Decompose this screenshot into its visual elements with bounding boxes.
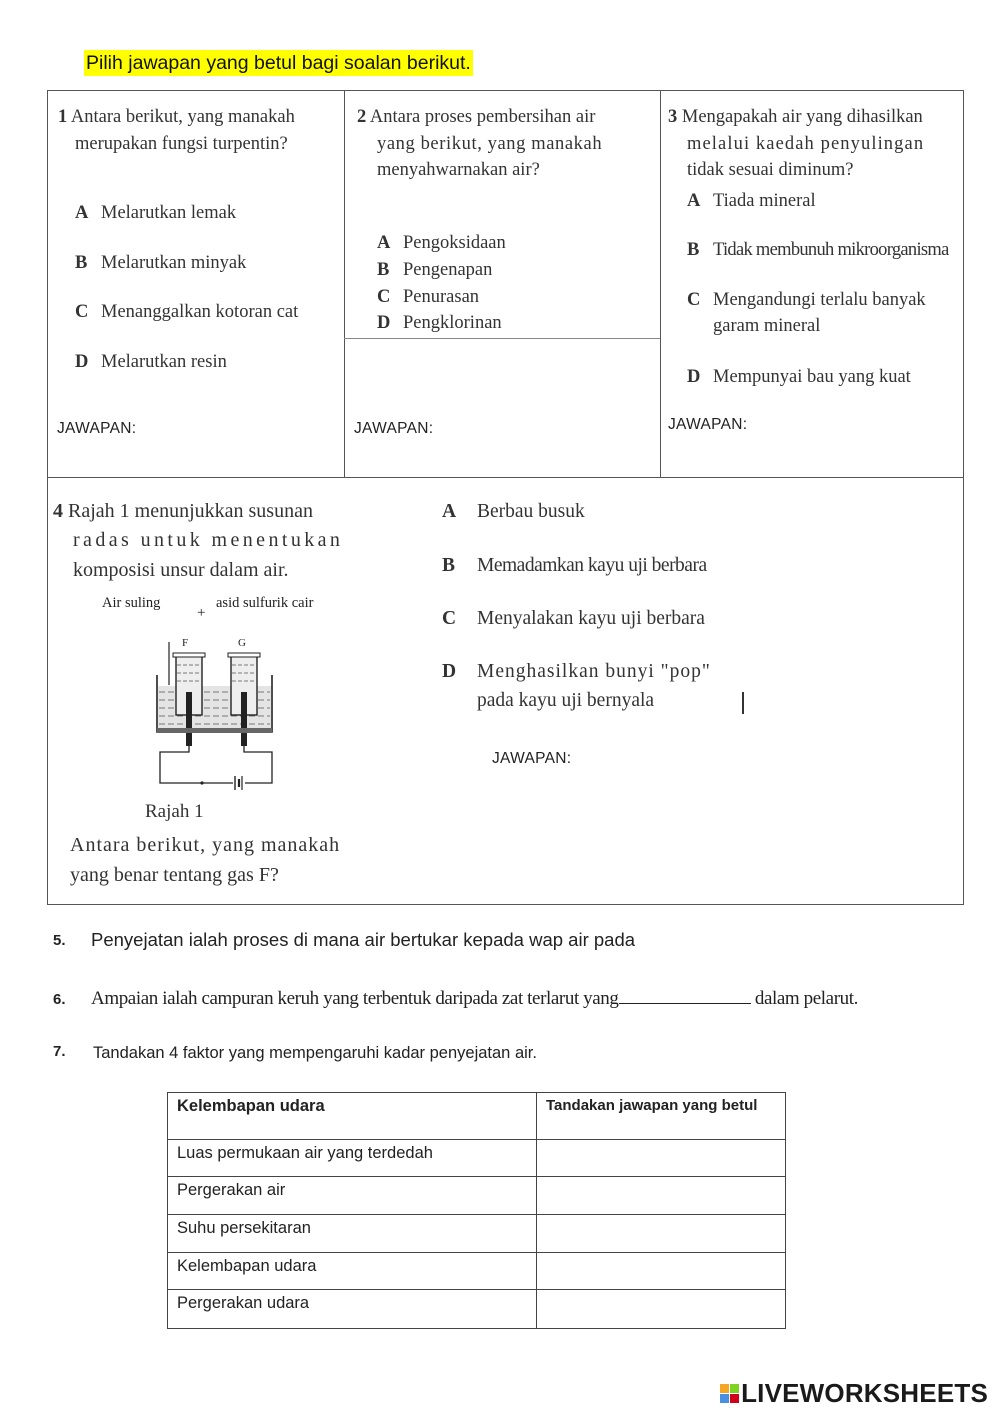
liveworksheets-logo bbox=[720, 1378, 988, 1409]
tick-cell[interactable] bbox=[537, 1290, 786, 1329]
q1-option-c[interactable]: C Menanggalkan kotoran cat bbox=[75, 302, 299, 322]
q1-answer-field[interactable]: JAWAPAN: bbox=[57, 420, 137, 437]
q2-stem-line1: 2 Antara proses pembersihan air bbox=[357, 107, 596, 127]
q2-inner-divider bbox=[344, 338, 660, 339]
diagram-label-water: Air suling bbox=[102, 595, 161, 611]
q2-option-d[interactable]: D Pengklorinan bbox=[377, 313, 502, 333]
tick-cell[interactable] bbox=[537, 1215, 786, 1253]
factor-label: Kelembapan udara bbox=[168, 1253, 537, 1290]
factors-table bbox=[167, 1092, 786, 1329]
circuit-wires bbox=[160, 746, 272, 783]
q6-blank-input[interactable] bbox=[619, 985, 751, 1004]
grid-border-right bbox=[963, 90, 964, 904]
q3-stem-line3: tidak sesuai diminum? bbox=[687, 160, 854, 180]
q6-text: Ampaian ialah campuran keruh yang terbentuk daripada zat terlarut yang dalam pelarut. bbox=[91, 985, 858, 1010]
q2-stem-line2: yang berikut, yang manakah bbox=[377, 134, 603, 154]
q1-stem-line1: 1 Antara berikut, yang manakah bbox=[58, 107, 295, 127]
q4-question-line2: yang benar tentang gas F? bbox=[70, 864, 279, 886]
q1-option-b[interactable]: B Melarutkan minyak bbox=[75, 253, 247, 273]
q2-option-c[interactable]: C Penurasan bbox=[377, 287, 480, 307]
table-header-row bbox=[168, 1093, 786, 1140]
grid-divider-middle bbox=[47, 477, 964, 478]
grid-divider-col1 bbox=[344, 90, 345, 477]
table-row bbox=[168, 1215, 786, 1253]
q3-option-a[interactable]: A Tiada mineral bbox=[687, 191, 816, 211]
q1-stem-line2: merupakan fungsi turpentin? bbox=[75, 134, 288, 154]
q1-option-d[interactable]: D Melarutkan resin bbox=[75, 352, 227, 372]
q4-stem-line3: komposisi unsur dalam air. bbox=[73, 559, 289, 581]
q1-option-a[interactable]: A Melarutkan lemak bbox=[75, 203, 237, 223]
table-row bbox=[168, 1290, 786, 1329]
liveworksheets-logo-icon bbox=[720, 1384, 739, 1403]
q2-option-b[interactable]: B Pengenapan bbox=[377, 260, 493, 280]
factor-label: Pergerakan udara bbox=[168, 1290, 537, 1329]
table-row bbox=[168, 1140, 786, 1177]
q3-option-c[interactable]: C Mengandungi terlalu banyak bbox=[687, 290, 926, 310]
diagram-label-acid: asid sulfurik cair bbox=[216, 595, 314, 611]
grid-border-left bbox=[47, 90, 48, 904]
q2-stem-line3: menyahwarnakan air? bbox=[377, 160, 540, 180]
electrode-f bbox=[186, 692, 192, 746]
table-header-tick: Tandakan jawapan yang betul bbox=[537, 1093, 786, 1140]
tick-cell[interactable] bbox=[537, 1177, 786, 1215]
q3-option-d[interactable]: D Mempunyai bau yang kuat bbox=[687, 367, 911, 387]
instruction-text: Pilih jawapan yang betul bagi soalan berikut. bbox=[86, 52, 471, 74]
q3-answer-field[interactable]: JAWAPAN: bbox=[668, 416, 748, 433]
q2-answer-field[interactable]: JAWAPAN: bbox=[354, 420, 434, 437]
q4-option-b[interactable]: B Memadamkan kayu uji berbara bbox=[442, 555, 707, 576]
factor-label: Suhu persekitaran bbox=[168, 1215, 537, 1253]
q3-stem-line2: melalui kaedah penyulingan bbox=[687, 134, 925, 154]
q7-text: Tandakan 4 faktor yang mempengaruhi kadar penyejatan air. bbox=[93, 1044, 537, 1062]
q3-stem-line1: 3 Mengapakah air yang dihasilkan bbox=[668, 107, 923, 127]
q3-option-b[interactable]: B Tidak membunuh mikroorganisma bbox=[687, 240, 949, 260]
q4-question-line1: Antara berikut, yang manakah bbox=[70, 834, 341, 856]
electrode-label-f: F bbox=[182, 637, 189, 649]
q4-answer-field[interactable]: JAWAPAN: bbox=[492, 750, 572, 767]
table-header-factor: Kelembapan udara bbox=[168, 1093, 537, 1140]
q4-option-d[interactable]: D Menghasilkan bunyi "pop" bbox=[442, 661, 711, 682]
q4-stem-line1: 4 Rajah 1 menunjukkan susunan bbox=[53, 500, 313, 522]
electrolysis-apparatus-diagram bbox=[145, 640, 285, 790]
tick-cell[interactable] bbox=[537, 1253, 786, 1290]
q6-number: 6. bbox=[53, 991, 66, 1008]
q3-option-c-line2: garam mineral bbox=[713, 316, 821, 336]
grid-divider-col2 bbox=[660, 90, 661, 477]
diagram-plus: + bbox=[197, 605, 206, 621]
q4-option-c[interactable]: C Menyalakan kayu uji berbara bbox=[442, 608, 705, 629]
diagram-caption: Rajah 1 bbox=[145, 801, 204, 822]
table-row bbox=[168, 1177, 786, 1215]
q4-option-a[interactable]: A Berbau busuk bbox=[442, 501, 585, 522]
q4-option-d-line2: pada kayu uji bernyala bbox=[477, 690, 655, 711]
factor-label: Pergerakan air bbox=[168, 1177, 537, 1215]
electrode-g bbox=[241, 692, 247, 746]
beaker-base bbox=[157, 728, 272, 733]
grid-border-top bbox=[47, 90, 964, 91]
electrode-label-g: G bbox=[238, 637, 246, 649]
liveworksheets-logo-text: LIVEWORKSHEETS bbox=[741, 1378, 988, 1408]
factor-label: Luas permukaan air yang terdedah bbox=[168, 1140, 537, 1177]
q2-option-a[interactable]: A Pengoksidaan bbox=[377, 233, 506, 253]
table-row bbox=[168, 1253, 786, 1290]
q5-text: Penyejatan ialah proses di mana air bertukar kepada wap air pada bbox=[91, 929, 636, 950]
q5-number: 5. bbox=[53, 932, 66, 949]
q7-number: 7. bbox=[53, 1043, 66, 1060]
switch-contact bbox=[200, 781, 203, 784]
battery-icon bbox=[235, 776, 242, 790]
text-cursor bbox=[742, 692, 744, 714]
q4-stem-line2: radas untuk menentukan bbox=[73, 529, 344, 551]
tick-cell[interactable] bbox=[537, 1140, 786, 1177]
grid-border-bottom bbox=[47, 904, 964, 905]
